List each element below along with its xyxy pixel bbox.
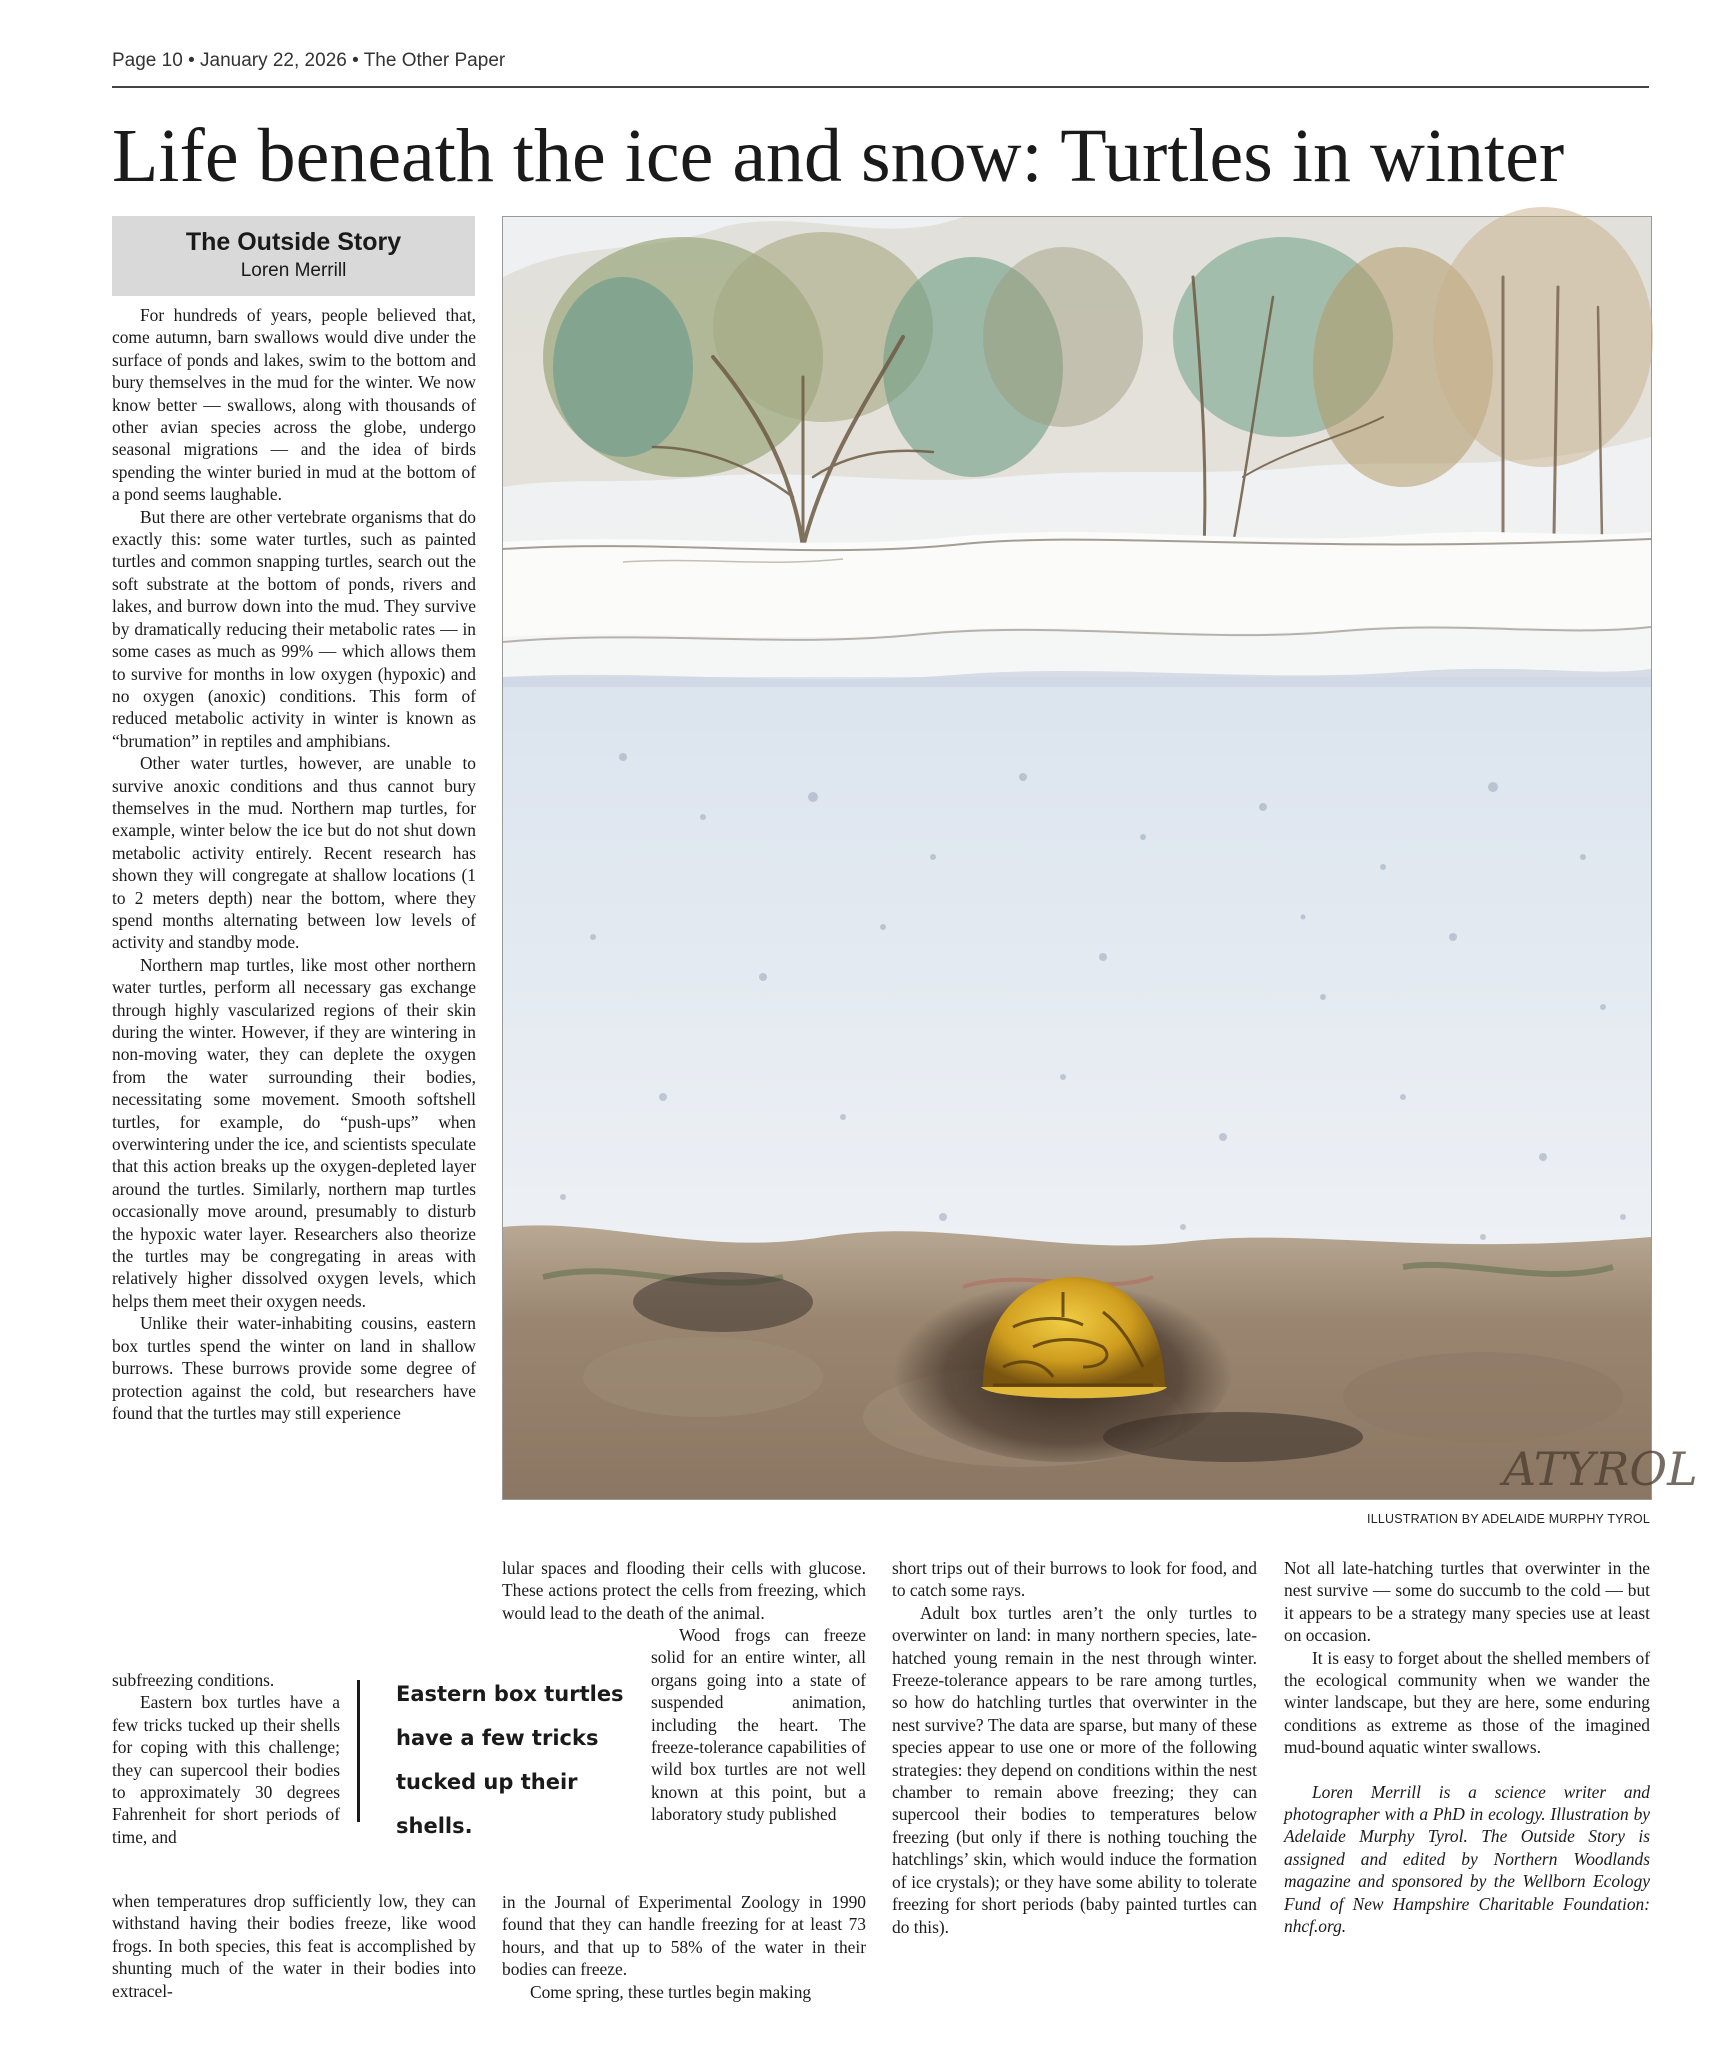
illustration-credit: ILLUSTRATION BY ADELAIDE MURPHY TYROL (1367, 1512, 1650, 1526)
paragraph: Other water turtles, however, are unable to survive anoxic conditions and thus cannot bury themselves in the mud. Northern map turtles, for example, winter below the ice but do not shut down metabolic activity entirely. Recent research has shown they will congregate at shallow locations (1 to 2 meters depth) near the bottom, where they spend months alternating between low levels of activity and standby mode. (112, 753, 476, 953)
author-bio: Loren Merrill is a science writer and photographer with a PhD in ecology. Illustration by Adelaide Murphy Tyrol. The Outside Story is assigned and edited by Northern Woodlands magazine and sponsored by the Wellborn Ecology Fund of New Hampshire Charitable Foundation: nhcf.org. (1284, 1781, 1650, 1937)
pullquote-line: tucked up their (396, 1770, 578, 1794)
pullquote-line: shells. (396, 1814, 473, 1838)
article-column-1-wrap (112, 1669, 340, 1848)
article-column-2-bottom (502, 1891, 866, 2003)
paragraph: Come spring, these turtles begin making (530, 1981, 812, 2002)
artist-signature: ATYROL (1503, 1442, 1698, 1496)
article-column-4 (1284, 1557, 1650, 1938)
paragraph: lular spaces and flooding their cells with glucose. These actions protect the cells from freezing, which would lead to the death of the animal. (502, 1558, 866, 1623)
paragraph: But there are other vertebrate organisms that do exactly this: some water turtles, such as painted turtles and common snapping turtles, search out the soft substrate at the bottom of ponds, rivers and lakes, and burrow down into the mud. They survive by dramatically reducing their metabolic rates — in some cases as much as 99% — which allows them to survive for months in low oxygen (hypoxic) and no oxygen (anoxic) conditions. This form of reduced metabolic activity in winter is known as “brumation” in reptiles and amphibians. (112, 506, 476, 751)
paragraph: It is easy to forget about the shelled members of the ecological community when we wander the winter landscape, but they are here, some enduring conditions as extreme as those of the imagined mud-bound aquatic winter swallows. (1284, 1647, 1650, 1758)
article-column-2-wrap (651, 1624, 866, 1826)
article-column-1-bottom (112, 1890, 476, 2002)
paragraph: Northern map turtles, like most other northern water turtles, perform all necessary gas exchange through highly vascularized regions of their skin during the winter. However, if they are wintering in non-moving water, they can deplete the oxygen from the water surrounding their bodies, necessitating some movement. Smooth softshell turtles, for example, do “push-ups” when overwintering under the ice, and scientists speculate that this action breaks up the oxygen-depleted layer around the turtles. Similarly, northern map turtles occasionally move around, presumably to disturb the hypoxic water layer. Researchers also theorize the turtles may be congregating in areas with relatively higher dissolved oxygen levels, which helps them meet their oxygen needs. (112, 954, 476, 1311)
article-column-3 (892, 1557, 1257, 1938)
headline: Life beneath the ice and snow: Turtles in winter (112, 114, 1565, 198)
article-column-2 (502, 1557, 866, 1624)
author-byline: Loren Merrill (240, 260, 347, 281)
article-column-1 (112, 304, 476, 1424)
paragraph: Eastern box turtles have a few tricks tucked up their shells for coping with this challenge; they can supercool their bodies to approximately 30 degrees Fahrenheit for short periods of time, and (112, 1692, 340, 1847)
series-box (112, 216, 475, 296)
paragraph: For hundreds of years, people believed that, come autumn, barn swallows would dive under the surface of ponds and lakes, swim to the bottom and bury themselves in the mud for the winter. We now know better — swallows, along with thousands of other avian species across the globe, undergo seasonal migrations — and the idea of birds spending the winter buried in mud at the bottom of a pond seems laughable. (112, 305, 476, 505)
paragraph: subfreezing conditions. (112, 1670, 275, 1690)
folio-divider (112, 86, 1649, 88)
paragraph: when temperatures drop sufficiently low, they can withstand having their bodies freeze, like wood frogs. In both species, this feat is accomplished by shunting much of the water in their bodies into extracel- (112, 1891, 476, 2001)
paragraph: Adult box turtles aren’t the only turtles to overwinter on land: in many northern species, late-hatched young remain in the nest through winter. Freeze-tolerance appears to be rare among turtles, so how do hatchling turtles that overwinter in the nest survive? The data are sparse, but many of these species appear to use one or more of the following strategies: they depend on conditions within the nest chamber to remain above freezing; they can supercool their bodies to temperatures below freezing (but only if there is nothing touching the hatchlings’ skin, which would induce the formation of ice crystals); or they have some ability to tolerate freezing for short periods (baby painted turtles can do this). (892, 1602, 1257, 1937)
paragraph: short trips out of their burrows to look for food, and to catch some rays. (892, 1558, 1257, 1601)
page-folio: Page 10 • January 22, 2026 • The Other Paper (112, 50, 506, 71)
pullquote (396, 1672, 646, 1848)
paragraph: in the Journal of Experimental Zoology in 1990 found that they can handle freezing for at least 73 hours, and that up to 58% of the water in their bodies can freeze. (502, 1892, 866, 1980)
pullquote-line: have a few tricks (396, 1726, 599, 1750)
series-title: The Outside Story (185, 228, 402, 256)
paragraph: Not all late-hatching turtles that overwinter in the nest survive — some do succumb to the cold — but it appears to be a strategy many species use at least on occasion. (1284, 1558, 1650, 1646)
pullquote-rule (357, 1680, 360, 1822)
paragraph: Wood frogs can freeze solid for an entire winter, all organs going into a state of suspended animation, including the heart. The freeze-tolerance capabilities of wild box turtles are not well known at this point, but a laboratory study published (651, 1625, 866, 1825)
pullquote-line: Eastern box turtles (396, 1682, 624, 1706)
paragraph: Unlike their water-inhabiting cousins, eastern box turtles spend the winter on land in shallow burrows. These burrows provide some degree of protection against the cold, but researchers have found that the turtles may still experience (112, 1313, 476, 1423)
turtle-in-mud-illustration (502, 216, 1698, 1500)
